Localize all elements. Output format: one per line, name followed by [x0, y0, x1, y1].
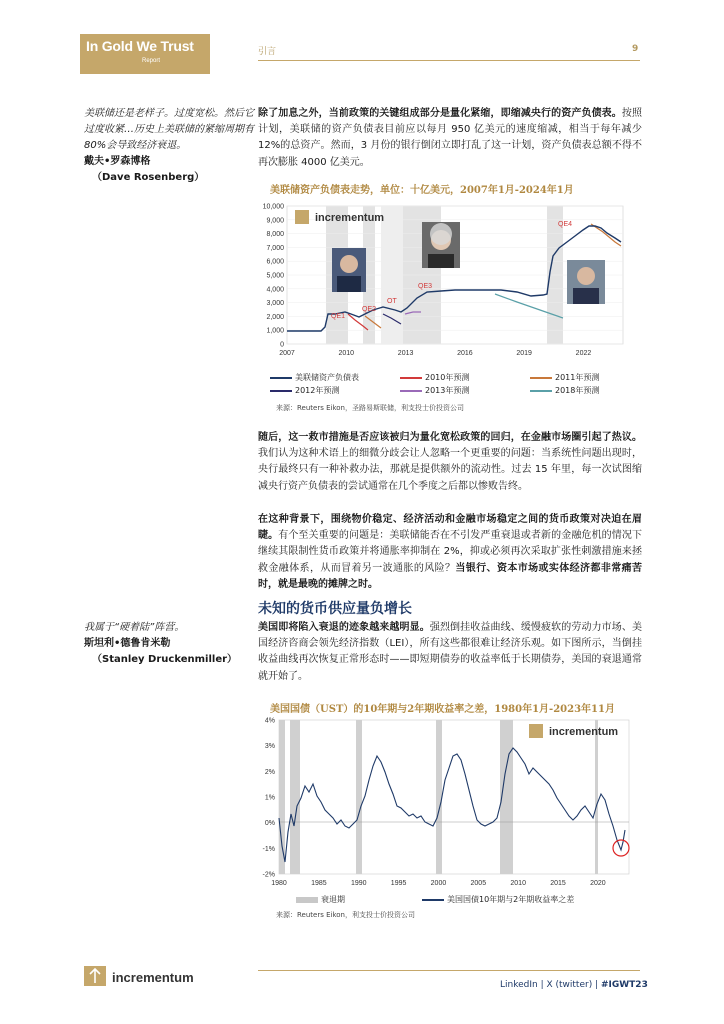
x-tick-label: 2015 — [550, 880, 566, 887]
quote-author: 斯坦利•德鲁肯米勒 — [84, 638, 171, 649]
paragraph-body: 按照计划，美联储的资产负债表目前应以每月 950 亿美元的速度缩减，相当于每年减少 12%的总资产。然而，3 月份的银行倒闭立即打乱了这一计划，资产负债表总额不得不再次膨胀 4000 亿美元。 — [258, 108, 643, 168]
x-tick-label: 2016 — [457, 350, 473, 357]
chart-fed-balance-sheet — [255, 198, 645, 368]
x-tick-label: 1995 — [390, 880, 407, 887]
y-tick-label: 3,000 — [266, 300, 284, 308]
y-tick-label: 1% — [264, 794, 275, 802]
legend-item-2018: 2018年预测 — [530, 385, 599, 396]
chart2-y-axis — [263, 718, 275, 879]
paragraph-lead: 除了加息之外，当前政策的关键组成部分是量化紧缩，即缩减央行的资产负债表。 — [258, 108, 622, 119]
header-divider — [258, 60, 640, 61]
annotation-qe2: QE2 — [362, 306, 377, 313]
footer-divider — [258, 970, 640, 971]
chart1-source: 来源：Reuters Eikon，圣路易斯联储，利支投士价投资公司 — [276, 404, 464, 412]
x-tick-label: 2019 — [516, 350, 532, 357]
section-title: 引言 — [258, 47, 277, 57]
legend-item-2010: 2010年预测 — [400, 372, 469, 383]
chart-yield-spread — [255, 714, 645, 890]
sidebar-quote — [84, 620, 256, 668]
annotation-ot: OT — [387, 298, 397, 305]
projection-2022-line — [591, 224, 621, 246]
legend-item-2011: 2011年预测 — [530, 372, 599, 383]
y-tick-label: 7,000 — [266, 244, 284, 252]
quote-author-en: （Dave Rosenberg） — [92, 172, 205, 183]
quote-author: 戴夫•罗森博格 — [84, 156, 151, 167]
legend-item-2013: 2013年预测 — [400, 385, 469, 396]
y-tick-label: -2% — [262, 871, 275, 879]
sidebar-quote — [84, 106, 256, 186]
page-number: 9 — [632, 44, 639, 54]
chart2-x-axis — [271, 880, 606, 887]
x-tick-label: 2010 — [338, 350, 355, 357]
chart2-brand: incrementum — [549, 726, 619, 738]
chart1-title: 美联储资产负债表走势，单位：十亿美元，2007年1月-2024年1月 — [270, 185, 574, 196]
footer-brand-logo — [84, 966, 194, 991]
x-tick-label: 2010 — [510, 880, 526, 887]
x-tick-label: 1980 — [271, 880, 287, 887]
paragraph-showdown — [258, 512, 642, 593]
annotation-qe4: QE4 — [558, 221, 573, 228]
portrait-bernanke-icon — [332, 248, 366, 292]
legend-item-balance-sheet: 美联储资产负债表 — [270, 372, 359, 383]
y-tick-label: 4% — [264, 717, 275, 725]
chart2-legend — [296, 894, 636, 906]
y-tick-label: 2,000 — [266, 313, 284, 321]
paragraph-lead: 美国即将陷入衰退的迹象越来越明显。 — [258, 622, 430, 633]
legend-item-recession: 衰退期 — [296, 894, 345, 905]
x-tick-label: 2005 — [470, 880, 487, 887]
y-tick-label: 8,000 — [266, 231, 284, 239]
portrait-powell-icon — [567, 260, 605, 304]
chart2-brand-logo — [529, 724, 618, 738]
chart1-x-axis — [279, 350, 591, 357]
chart1-brand-logo — [295, 210, 384, 224]
paragraph-lead: 在这种背景下，围绕物价稳定、经济活动和金融市场稳定之间的货币政策对决迫在眉睫。 — [258, 514, 642, 542]
quote-author-en: （Stanley Druckenmiller） — [92, 654, 238, 665]
footer-links[interactable] — [500, 980, 648, 990]
paragraph-lead: 随后，这一救市措施是否应该被归为量化宽松政策的回归，在金融市场圈引起了热议。 — [258, 432, 642, 443]
x-tick-label: 2007 — [279, 350, 295, 357]
x-tick-label: 2020 — [590, 880, 606, 887]
legend-item-spread: 美国国债10年期与2年期收益率之差 — [422, 894, 574, 905]
x-tick-label: 2022 — [575, 350, 592, 357]
y-tick-label: 5,000 — [266, 272, 284, 280]
y-tick-label: 9,000 — [266, 217, 284, 225]
quote-text: 我属于“硬着陆”阵营。 — [84, 622, 185, 633]
x-tick-label: 1990 — [350, 880, 367, 887]
logo-subtitle: Report — [142, 58, 161, 64]
report-logo — [80, 34, 210, 74]
section-heading: 未知的货币供应量负增长 — [258, 601, 412, 617]
y-tick-label: 0 — [280, 341, 284, 349]
y-tick-label: 2% — [264, 768, 275, 776]
paragraph-conclusion: 当银行、资本市场或实体经济都非常痛苦时，就是最晚的摊牌之时。 — [258, 562, 643, 590]
chart1-brand: incrementum — [315, 212, 385, 224]
annotation-qe3: QE3 — [418, 283, 433, 290]
chart2-title: 美国国债（UST）的10年期与2年期收益率之差，1980年1月-2023年11月 — [270, 704, 615, 715]
paragraph-recession — [258, 620, 642, 685]
y-tick-label: 10,000 — [262, 203, 284, 211]
chart1-legend — [270, 372, 640, 398]
x-tick-label: 1985 — [311, 880, 327, 887]
paragraph-body: 有个至关重要的问题是：美联储能否在不引发严重衰退或者新的金融危机的情况下继续其限制性货币政策并将通胀率抑制在 2%，抑或必须再次采取扩张性刺激措施来拯救金融体系，从而冒着另一波通胀的风险？ — [258, 530, 643, 574]
y-tick-label: 3% — [264, 743, 275, 751]
hashtag: #IGWT23 — [600, 980, 648, 990]
legend-item-2012: 2012年预测 — [270, 385, 339, 396]
y-tick-label: 1,000 — [266, 327, 284, 335]
y-tick-label: 4,000 — [266, 286, 284, 294]
chart2-source: 来源：Reuters Eikon，利支投士价投资公司 — [276, 911, 415, 919]
yield-spread-line — [279, 748, 625, 862]
incrementum-icon — [84, 966, 106, 986]
paragraph-body: 强烈倒挂收益曲线、缓慢疲软的劳动力市场、美国经济咨商会领先经济指数（LEI），所有这些都很难让经济乐观。如下图所示，当倒挂收益曲线再次恢复正常形态时——即短期债券的收益率低于长期债券，美国的衰退通常就开始了。 — [258, 622, 643, 682]
logo-title: In Gold We Trust — [86, 38, 194, 54]
annotation-qe1: QE1 — [331, 313, 346, 320]
footer-brand: incrementum — [112, 970, 194, 985]
paragraph-body: 我们认为这种术语上的细微分歧会让人忽略一个更重要的问题：当系统性问题出现时，央行最终只有一种补救办法，那就是提供额外的流动性。过去 15 年里，每一次试图缩减央行资产负债表的尝试通常在几个季度之后都以惨败告终。 — [258, 448, 642, 492]
social-links[interactable]: LinkedIn | X (twitter) | — [500, 980, 601, 990]
paragraph-qt — [258, 106, 642, 171]
y-tick-label: 0% — [264, 820, 275, 828]
portrait-yellen-icon — [422, 222, 460, 268]
y-tick-label: -1% — [262, 845, 275, 853]
paragraph-qe-debate — [258, 430, 642, 495]
quote-text: 美联储还是老样子。过度宽松。然后它过度收紧…历史上美联储的紧缩周期有 80%会导致经济衰退。 — [84, 108, 254, 151]
x-tick-label: 2013 — [397, 350, 414, 357]
x-tick-label: 2000 — [430, 880, 447, 887]
y-tick-label: 6,000 — [266, 258, 284, 266]
